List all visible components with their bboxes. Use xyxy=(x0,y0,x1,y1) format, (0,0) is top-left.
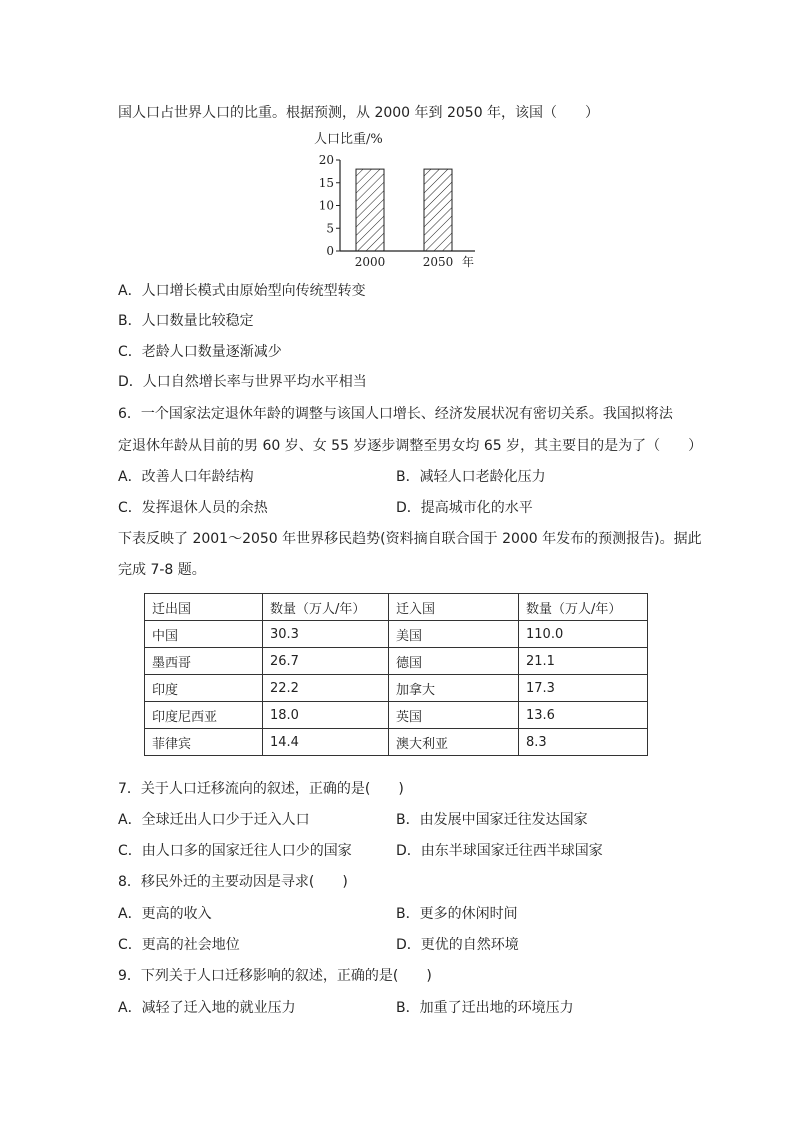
table-header-row xyxy=(145,594,648,621)
table-cell: 澳大利亚 xyxy=(389,729,519,756)
bar-2000 xyxy=(356,169,384,251)
q5-option-b: B．人口数量比较稳定 xyxy=(118,313,254,329)
q9-option-a: A．减轻了迁入地的就业压力 xyxy=(118,1000,296,1016)
table-cell: 美国 xyxy=(389,621,519,648)
table-cell: 21.1 xyxy=(519,648,648,675)
q5-option-a: A．人口增长模式由原始型向传统型转变 xyxy=(118,283,366,299)
table-intro-line-2: 完成 7-8 题。 xyxy=(118,562,206,578)
y-tick-label: 15 xyxy=(318,175,334,190)
q9-option-b: B．加重了迁出地的环境压力 xyxy=(396,1000,574,1016)
q5-option-c: C．老龄人口数量逐渐减少 xyxy=(118,344,282,360)
q5-option-d: D．人口自然增长率与世界平均水平相当 xyxy=(118,374,367,390)
question-6-stem-line-1: 6．一个国家法定退休年龄的调整与该国人口增长、经济发展状况有密切关系。我国拟将法 xyxy=(118,406,673,422)
table-cell: 中国 xyxy=(145,621,263,648)
q6-option-c: C．发挥退休人员的余热 xyxy=(118,500,268,516)
table-row xyxy=(145,621,648,648)
q8-option-b: B．更多的休闲时间 xyxy=(396,906,518,922)
migration-table xyxy=(144,593,648,756)
table-cell: 22.2 xyxy=(263,675,389,702)
header-emigration-country: 迁出国 xyxy=(145,594,263,621)
table-row xyxy=(145,675,648,702)
q6-option-a: A．改善人口年龄结构 xyxy=(118,469,254,485)
question-7-stem: 7．关于人口迁移流向的叙述，正确的是( ) xyxy=(118,781,404,797)
table-cell: 加拿大 xyxy=(389,675,519,702)
table-cell: 14.4 xyxy=(263,729,389,756)
table-cell: 英国 xyxy=(389,702,519,729)
x-tick-label: 2000 xyxy=(354,255,386,269)
table-intro-line-1: 下表反映了 2001～2050 年世界移民趋势(资料摘自联合国于 2000 年发布的预测报告)。据此 xyxy=(118,531,702,547)
y-tick-label: 5 xyxy=(326,221,334,236)
q8-option-d: D．更优的自然环境 xyxy=(396,937,519,953)
header-immigration-amount: 数量（万人/年） xyxy=(519,594,648,621)
y-tick-label: 20 xyxy=(318,153,334,167)
q7-option-d: D．由东半球国家迁往西半球国家 xyxy=(396,843,603,859)
table-cell: 30.3 xyxy=(263,621,389,648)
y-tick-label: 10 xyxy=(318,198,334,213)
table-cell: 110.0 xyxy=(519,621,648,648)
question-9-stem: 9．下列关于人口迁移影响的叙述，正确的是( ) xyxy=(118,968,432,984)
table-cell: 印度 xyxy=(145,675,263,702)
question-8-stem: 8．移民外迁的主要动因是寻求( ) xyxy=(118,874,348,890)
q6-option-b: B．减轻人口老龄化压力 xyxy=(396,469,546,485)
chart-y-axis-label: 人口比重/% xyxy=(314,132,383,147)
q7-option-b: B．由发展中国家迁往发达国家 xyxy=(396,812,588,828)
table-row xyxy=(145,702,648,729)
table-cell: 26.7 xyxy=(263,648,389,675)
table-cell: 8.3 xyxy=(519,729,648,756)
table-cell: 印度尼西亚 xyxy=(145,702,263,729)
q8-option-a: A．更高的收入 xyxy=(118,906,212,922)
table-row xyxy=(145,729,648,756)
table-cell: 13.6 xyxy=(519,702,648,729)
table-cell: 18.0 xyxy=(263,702,389,729)
header-immigration-country: 迁入国 xyxy=(389,594,519,621)
table-cell: 菲律宾 xyxy=(145,729,263,756)
header-emigration-amount: 数量（万人/年） xyxy=(263,594,389,621)
population-share-bar-chart xyxy=(300,130,490,270)
bar-2050 xyxy=(424,169,452,251)
table-row xyxy=(145,648,648,675)
q7-option-a: A．全球迁出人口少于迁入人口 xyxy=(118,812,310,828)
y-tick-label: 0 xyxy=(326,244,334,258)
q6-option-d: D．提高城市化的水平 xyxy=(396,500,533,516)
question-5-stem: 国人口占世界人口的比重。根据预测，从 2000 年到 2050 年，该国（ ） xyxy=(118,105,600,121)
q8-option-c: C．更高的社会地位 xyxy=(118,937,240,953)
table-cell: 墨西哥 xyxy=(145,648,263,675)
chart-x-axis-label: 年 xyxy=(462,255,475,269)
question-6-stem-line-2: 定退休年龄从目前的男 60 岁、女 55 岁逐步调整至男女均 65 岁，其主要目的是为了（ ） xyxy=(118,438,703,454)
table-cell: 17.3 xyxy=(519,675,648,702)
table-cell: 德国 xyxy=(389,648,519,675)
q7-option-c: C．由人口多的国家迁往人口少的国家 xyxy=(118,843,352,859)
x-tick-label: 2050 xyxy=(422,255,454,269)
